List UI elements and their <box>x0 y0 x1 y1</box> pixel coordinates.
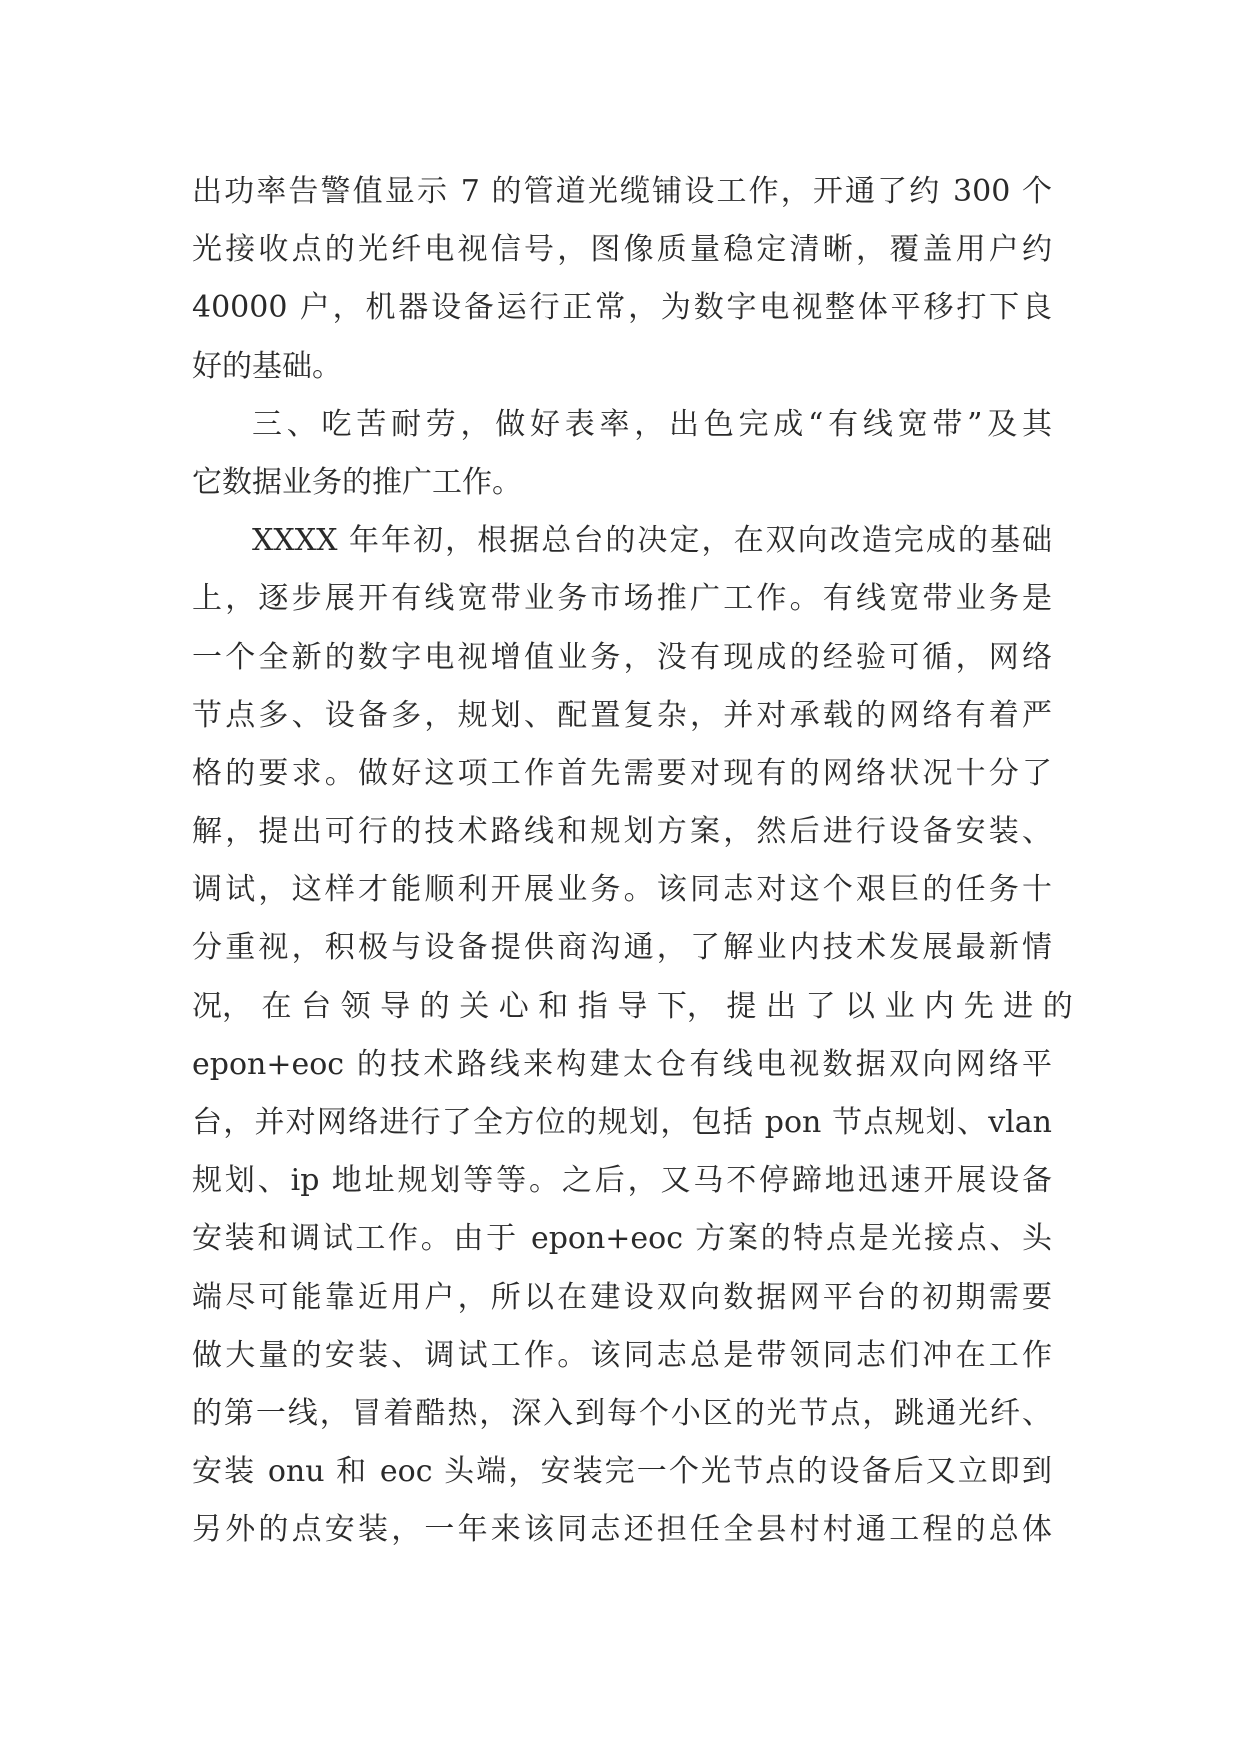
text-line: 端尽可能靠近用户，所以在建设双向数据网平台的初期需要 <box>192 1279 1052 1315</box>
text-line: 另外的点安装，一年来该同志还担任全县村村通工程的总体 <box>192 1512 1052 1548</box>
text-line: epon+eoc 的技术路线来构建太仓有线电视数据双向网络平 <box>192 1046 1052 1082</box>
text-line: 光接收点的光纤电视信号，图像质量稳定清晰，覆盖用户约 <box>192 232 1052 268</box>
text-line: 一个全新的数字电视增值业务，没有现成的经验可循，网络 <box>192 639 1052 675</box>
section-heading-line: 它数据业务的推广工作。 <box>192 464 522 500</box>
text-line: 上，逐步展开有线宽带业务市场推广工作。有线宽带业务是 <box>192 581 1052 617</box>
text-line: 格的要求。做好这项工作首先需要对现有的网络状况十分了 <box>192 755 1052 791</box>
text-line: XXXX 年年初，根据总台的决定，在双向改造完成的基础 <box>252 523 1052 559</box>
text-line: 台，并对网络进行了全方位的规划，包括 pon 节点规划、vlan <box>192 1105 1052 1140</box>
text-line: 调试，这样才能顺利开展业务。该同志对这个艰巨的任务十 <box>192 872 1052 908</box>
text-line: 规划、ip 地址规划等等。之后，又马不停蹄地迅速开展设备 <box>192 1163 1052 1199</box>
text-line: 出功率告警值显示 7 的管道光缆铺设工作，开通了约 300 个 <box>192 174 1052 209</box>
text-line: 节点多、设备多，规划、配置复杂，并对承载的网络有着严 <box>192 697 1052 733</box>
text-line: 分重视，积极与设备提供商沟通，了解业内技术发展最新情 <box>192 930 1052 966</box>
text-line: 做大量的安装、调试工作。该同志总是带领同志们冲在工作 <box>192 1337 1052 1373</box>
section-heading-line: 三、吃苦耐劳，做好表率，出色完成“有线宽带”及其 <box>252 406 1052 442</box>
text-line: 解，提出可行的技术路线和规划方案，然后进行设备安装、 <box>192 814 1052 850</box>
text-line: 的第一线，冒着酷热，深入到每个小区的光节点，跳通光纤、 <box>192 1395 1052 1431</box>
body-text <box>192 163 1073 1560</box>
text-line: 况， 在 台 领 导 的 关 心 和 指 导 下， 提 出 了 以 业 内 先 进 的 <box>192 988 1073 1024</box>
text-line: 安装 onu 和 eoc 头端，安装完一个光节点的设备后又立即到 <box>192 1454 1052 1490</box>
text-line: 安装和调试工作。由于 epon+eoc 方案的特点是光接点、头 <box>192 1221 1052 1257</box>
text-line: 40000 户，机器设备运行正常，为数字电视整体平移打下良 <box>192 290 1052 326</box>
text-line: 好的基础。 <box>192 348 342 384</box>
